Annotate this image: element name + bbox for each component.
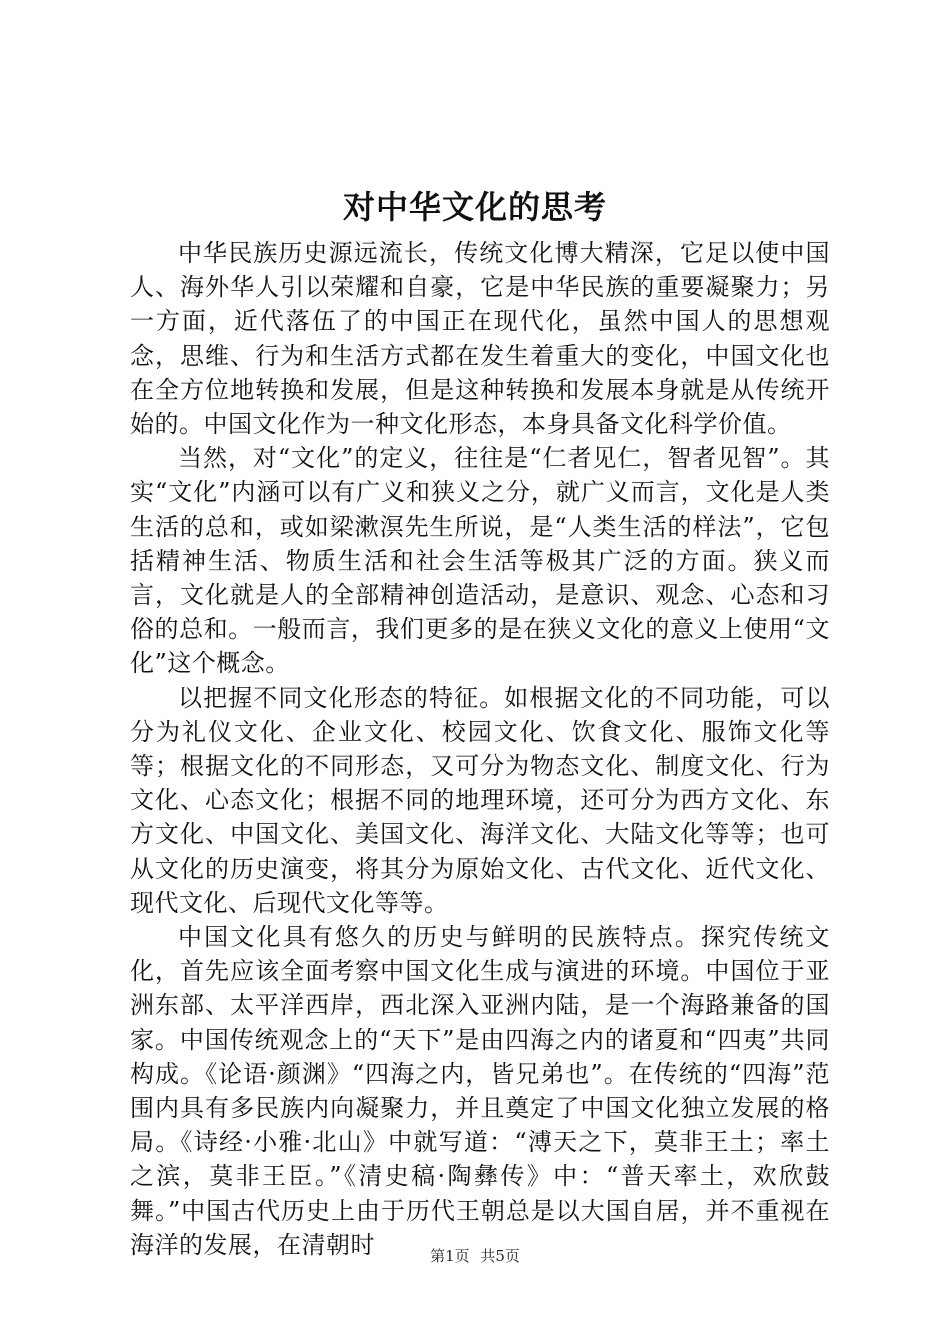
paragraph-2: 当然，对“文化”的定义，往往是“仁者见仁，智者见智”。其实“文化”内涵可以有广义和狭义之分，就广义而言，文化是人类生活的总和，或如梁漱溟先生所说，是“人类生活的样法”，它包括精神生活、物质生活和社会生活等极其广泛的方面。狭义而言，文化就是人的全部精神创造活动，是意识、观念、心态和习俗的总和。一般而言，我们更多的是在狭义文化的意义上使用“文化”这个概念。 — [130, 444, 830, 678]
page-number: 第1页 — [430, 1247, 470, 1265]
paragraph-3: 以把握不同文化形态的特征。如根据文化的不同功能，可以分为礼仪文化、企业文化、校园文化、饮食文化、服饰文化等等；根据文化的不同形态，又可分为物态文化、制度文化、行为文化、心态文化；根据不同的地理环境，还可分为西方文化、东方文化、中国文化、美国文化、海洋文化、大陆文化等等；也可从文化的历史演变，将其分为原始文化、古代文化、近代文化、现代文化、后现代文化等等。 — [130, 683, 830, 917]
page-footer — [0, 1246, 950, 1266]
document-title: 对中华文化的思考 — [342, 188, 607, 226]
document-body — [130, 236, 830, 1262]
paragraph-4: 中国文化具有悠久的历史与鲜明的民族特点。探究传统文化，首先应该全面考察中国文化生成与演进的环境。中国位于亚洲东部、太平洋西岸，西北深入亚洲内陆，是一个海路兼备的国家。中国传统观念上的“天下”是由四海之内的诸夏和“四夷”共同构成。《论语·颜渊》“四海之内，皆兄弟也”。在传统的“四海”范围内具有多民族内向凝聚力，并且奠定了中国文化独立发展的格局。《诗经·小雅·北山》中就写道：“溥天之下，莫非王土；率土之滨，莫非王臣。”《清史稿·陶彝传》中：“普天率土，欢欣鼓舞。”中国古代历史上由于历代王朝总是以大国自居，并不重视在海洋的发展，在清朝时 — [130, 923, 830, 1259]
paragraph-1: 中华民族历史源远流长，传统文化博大精深，它足以使中国人、海外华人引以荣耀和自豪，它是中华民族的重要凝聚力；另一方面，近代落伍了的中国正在现代化，虽然中国人的思想观念，思维、行为和生活方式都在发生着重大的变化，中国文化也在全方位地转换和发展，但是这种转换和发展本身就是从传统开始的。中国文化作为一种文化形态，本身具备文化科学价值。 — [130, 239, 830, 439]
page-total: 共5页 — [480, 1247, 520, 1265]
